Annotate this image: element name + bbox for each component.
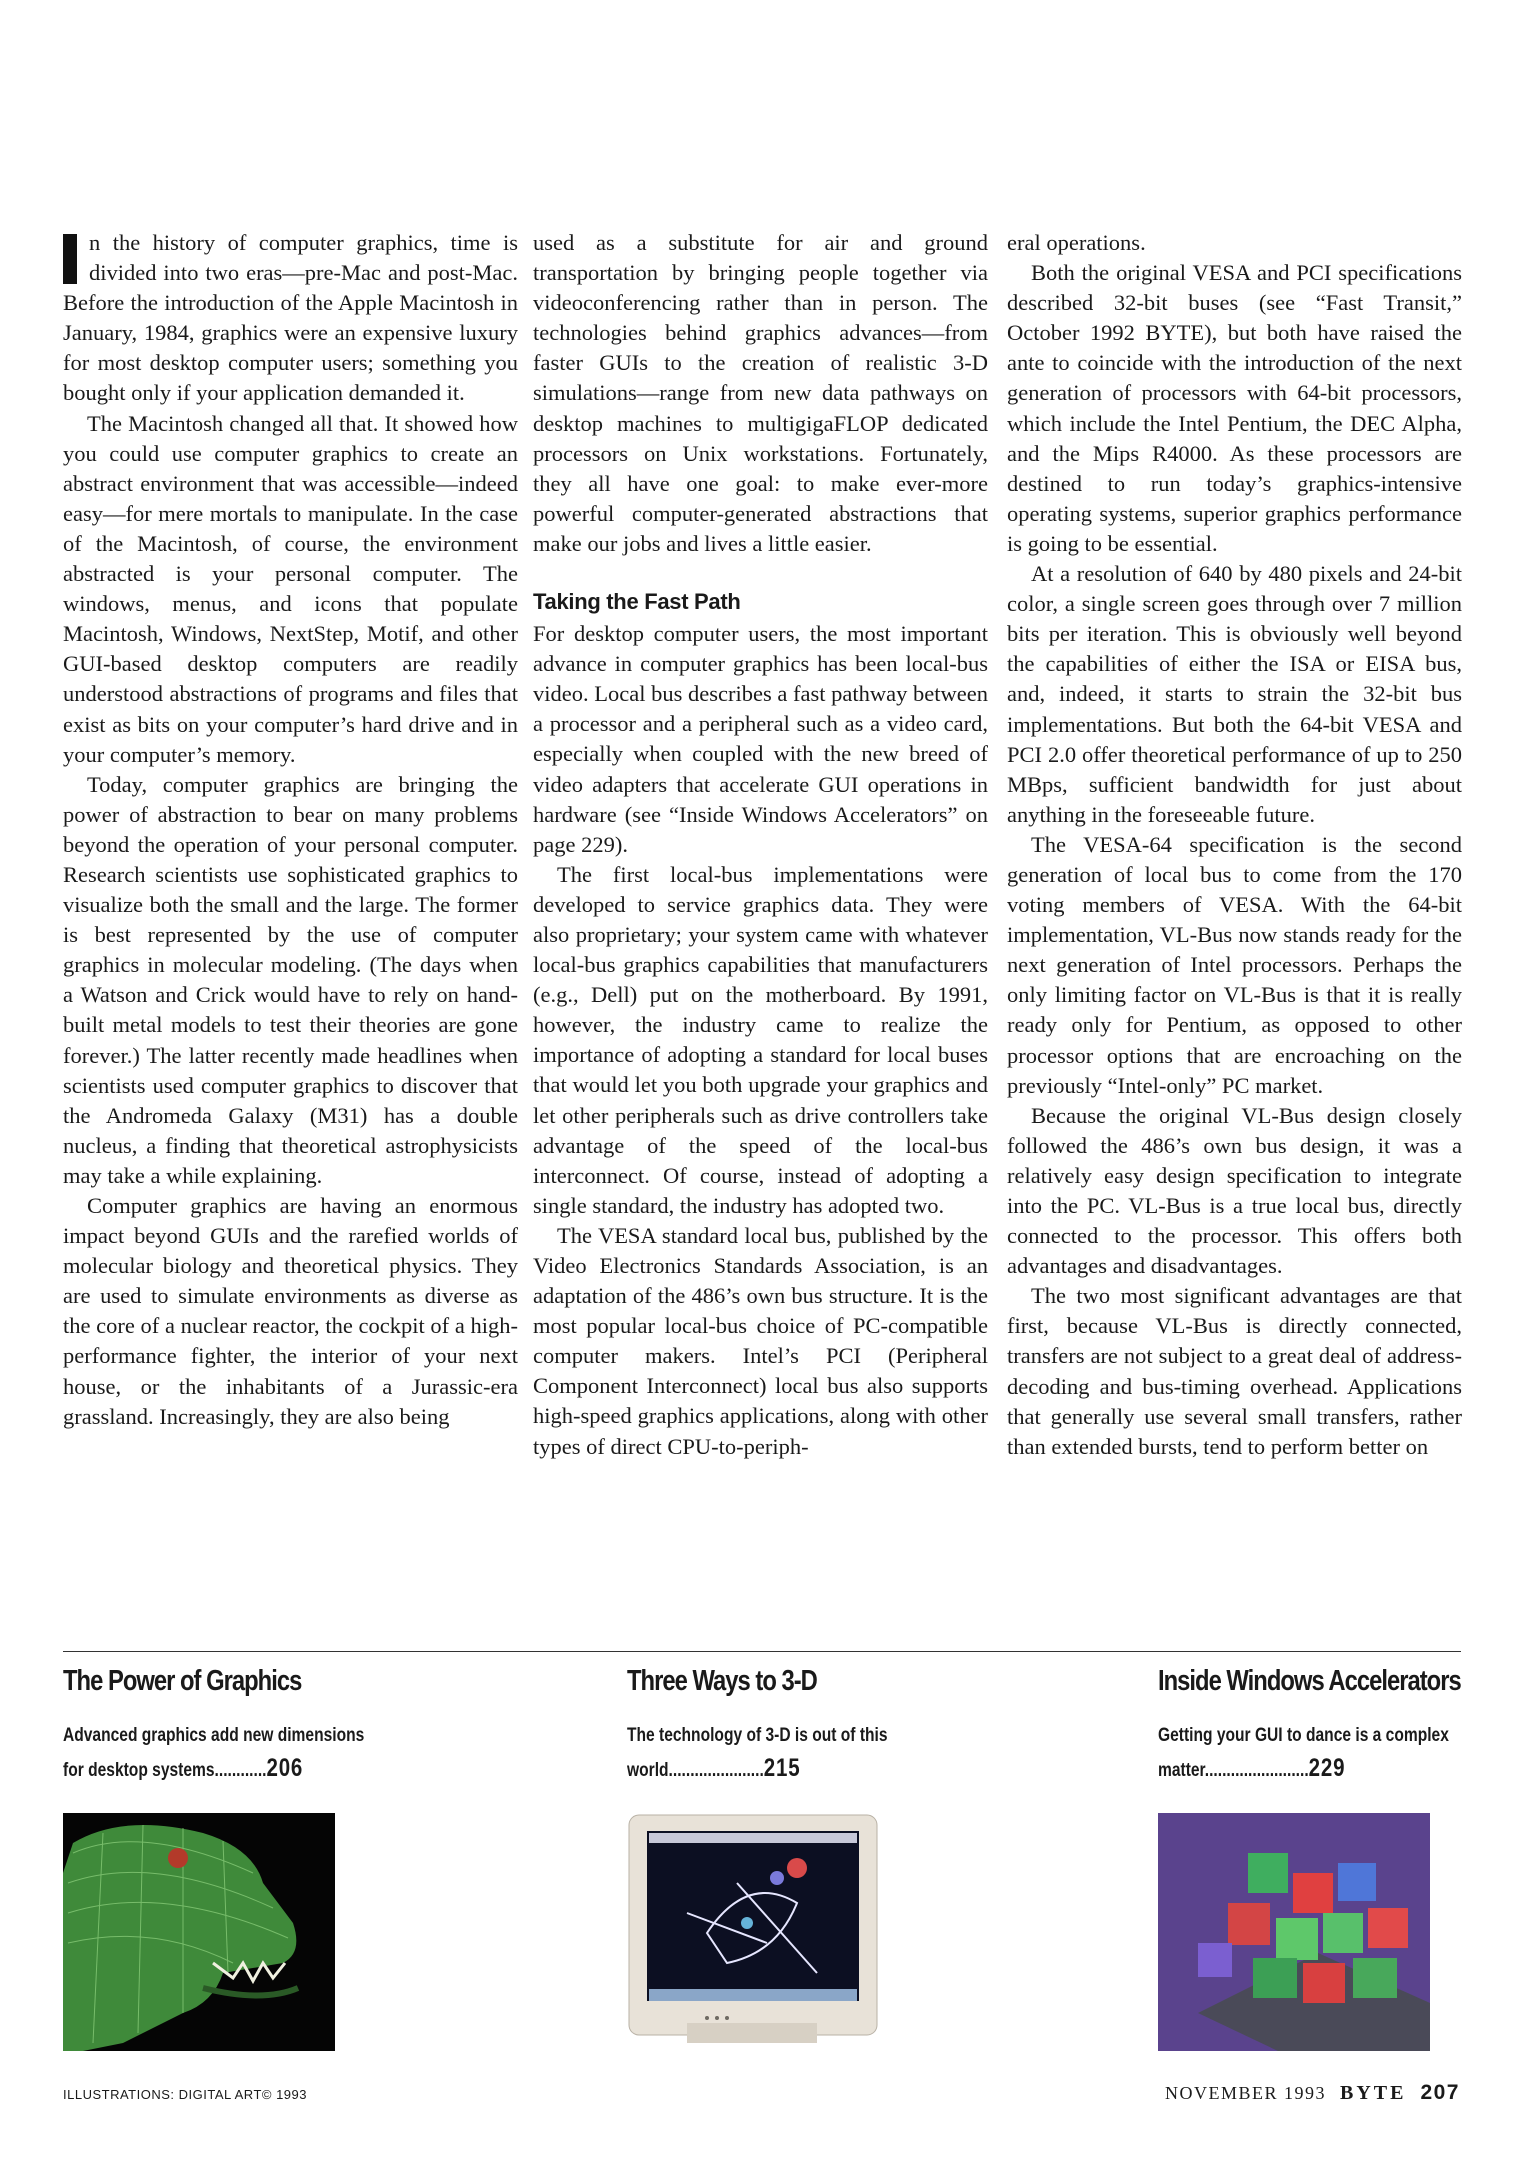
paragraph: The two most significant advantages are that first, because VL-Bus is directly connected, transfers are not subject to a great deal of address-decoding and bus-timing overhead. Applications that generally use several small transfers, rather than extended bursts, tend to perform better on bbox=[1007, 1283, 1462, 1459]
article-column-3 bbox=[1007, 228, 1462, 1462]
teaser-page-number[interactable]: 229 bbox=[1308, 1754, 1346, 1782]
paragraph: Both the original VESA and PCI specifications described 32-bit buses (see “Fast Transit,” October 1992 BYTE), but both have raised the ante to coincide with the introduction of the next generation of processors with 64-bit processors, which include the Intel Pentium, the DEC Alpha, and the Mips R4000. As these processors are destined to run today’s graphics-intensive operating systems, superior graphics performance is going to be essential. bbox=[1007, 260, 1462, 556]
article-column-2 bbox=[533, 228, 988, 1462]
paragraph: Because the original VL-Bus design closely followed the 486’s own bus design, it was a relatively easy design specification to integrate into the PC. VL-Bus is a true local bus, directly connected to the processor. This offers both advantages and disadvantages. bbox=[1007, 1102, 1462, 1279]
teaser-page-number[interactable]: 206 bbox=[266, 1754, 304, 1782]
teaser-three-ways-3d[interactable] bbox=[627, 1665, 947, 1787]
paragraph: At a resolution of 640 by 480 pixels and 24-bit color, a single screen goes through over 7 million bits per iteration. This is obviously well beyond the capabilities of either the ISA or EISA bus, and, indeed, it starts to strain the 32-bit bus implementations. But both the 64-bit VESA and PCI 2.0 offer theoretical performance of up to 250 MBps, sufficient bandwidth for just about anything in the foreseeable future. bbox=[1007, 561, 1462, 827]
page-folio bbox=[1165, 2081, 1460, 2105]
drop-cap bbox=[63, 234, 77, 284]
paragraph: For desktop computer users, the most important advance in computer graphics has been local-bus video. Local bus describes a fast pathway between a processor and a peripheral such as a video card, especially when coupled with the new breed of video adapters that accelerate GUI operations in hardware (see “Inside Windows Accelerators” on page 229). bbox=[533, 621, 988, 857]
paragraph: used as a substitute for air and ground transportation by bringing people together via videoconferencing rather than in person. The technologies behind graphics advances—from faster GUIs to the creation of realistic 3-D simulations—range from new data pathways on desktop machines to multigigaFLOP dedicated processors on Unix workstations. Fortunately, they all have one goal: to make ever-more powerful computer-generated abstractions that make our jobs and lives a little easier. bbox=[533, 230, 988, 556]
teaser-title[interactable]: Inside Windows Accelerators bbox=[1158, 1665, 1461, 1697]
paragraph: The first local-bus implementations were developed to service graphics data. They were also proprietary; your system came with whatever local-bus graphics capabilities that manufacturers (e.g., Dell) put on the motherboard. By 1991, however, the industry came to realize the importance of adopting a standard for local buses that would let you both upgrade your graphics and let other peripherals such as drive controllers take advantage of the speed of the local-bus interconnect. Of course, instead of adopting a single standard, the industry has adopted two. bbox=[533, 861, 988, 1218]
cubes-illustration bbox=[1158, 1813, 1430, 2051]
lead-paragraph: n the history of computer graphics, time is divided into two eras—pre-Mac and post-Mac. Before the introduction of the Apple Macintosh in January, 1984, graphics were an expensive luxury for most desktop computer users; something you bought only if your application demanded it. bbox=[63, 230, 518, 406]
teaser-title[interactable]: Three Ways to 3-D bbox=[627, 1665, 817, 1697]
monitor-illustration bbox=[627, 1813, 899, 2051]
article-column-1 bbox=[63, 228, 518, 1432]
teaser-page-number[interactable]: 215 bbox=[763, 1754, 801, 1782]
section-divider bbox=[63, 1651, 1461, 1652]
paragraph: The VESA-64 specification is the second generation of local bus to come from the 170 voting members of VESA. With the 64-bit implementation, VL-Bus now stands ready for the next generation of Intel processors. Perhaps the only limiting factor on VL-Bus is that it is really ready only for Pentium, as opposed to other processor options that are encroaching on the previously “Intel-only” PC market. bbox=[1007, 831, 1462, 1098]
magazine-name: BYTE bbox=[1339, 2082, 1407, 2104]
illustration-credit: ILLUSTRATIONS: DIGITAL ART© 1993 bbox=[63, 2087, 308, 2102]
teaser-title[interactable]: The Power of Graphics bbox=[63, 1665, 302, 1697]
paragraph: eral operations. bbox=[1007, 230, 1146, 255]
paragraph: The Macintosh changed all that. It showed how you could use computer graphics to create an abstract environment that was accessible—indeed easy—for mere mortals to manipulate. In the case of the Macintosh, of course, the environment abstracted is your personal computer. The windows, menus, and icons that populate Macintosh, Windows, NextStep, Motif, and other GUI-based desktop computers are readily understood abstractions of programs and files that exist as bits on your computer’s hard drive and in your computer’s memory. bbox=[63, 410, 518, 767]
paragraph: The VESA standard local bus, published by the Video Electronics Standards Association, is an adaptation of the 486’s own bus structure. It is the most popular local-bus choice of PC-compatible computer makers. Intel’s PCI (Peripheral Component Interconnect) local bus also supports high-speed graphics applications, along with other types of direct CPU-to-periph- bbox=[533, 1222, 988, 1459]
teaser-description: The technology of 3-D is out of this world......................215 bbox=[627, 1725, 888, 1782]
issue-date: NOVEMBER 1993 bbox=[1164, 2083, 1326, 2103]
paragraph: Computer graphics are having an enormous impact beyond GUIs and the rarefied worlds of molecular biology and theoretical physics. They are used to simulate environments as diverse as the core of a nuclear reactor, the cockpit of a high-performance fighter, the interior of your next house, or the inhabitants of a Jurassic-era grassland. Increasingly, they are also being bbox=[63, 1193, 518, 1429]
dinosaur-illustration bbox=[63, 1813, 335, 2051]
teaser-power-of-graphics[interactable] bbox=[63, 1665, 383, 1787]
section-subhead: Taking the Fast Path bbox=[533, 589, 741, 615]
page-number: 207 bbox=[1420, 2081, 1460, 2104]
paragraph: Today, computer graphics are bringing the power of abstraction to bear on many problems beyond the operation of your personal computer. Research scientists use sophisticated graphics to visualize both the small and the large. The former is best represented by the use of computer graphics in molecular modeling. (The days when a Watson and Crick would have to rely on hand-built metal models to test their theories are gone forever.) The latter recently made headlines when scientists used computer graphics to discover that the Andromeda Galaxy (M31) has a double nucleus, a finding that theoretical astrophysicists may take a while explaining. bbox=[63, 771, 518, 1188]
teaser-description: Getting your GUI to dance is a complex matter........................229 bbox=[1158, 1725, 1449, 1782]
teaser-description: Advanced graphics add new dimensions for desktop systems............206 bbox=[63, 1725, 365, 1782]
teaser-inside-windows-accelerators[interactable] bbox=[1158, 1665, 1478, 1787]
